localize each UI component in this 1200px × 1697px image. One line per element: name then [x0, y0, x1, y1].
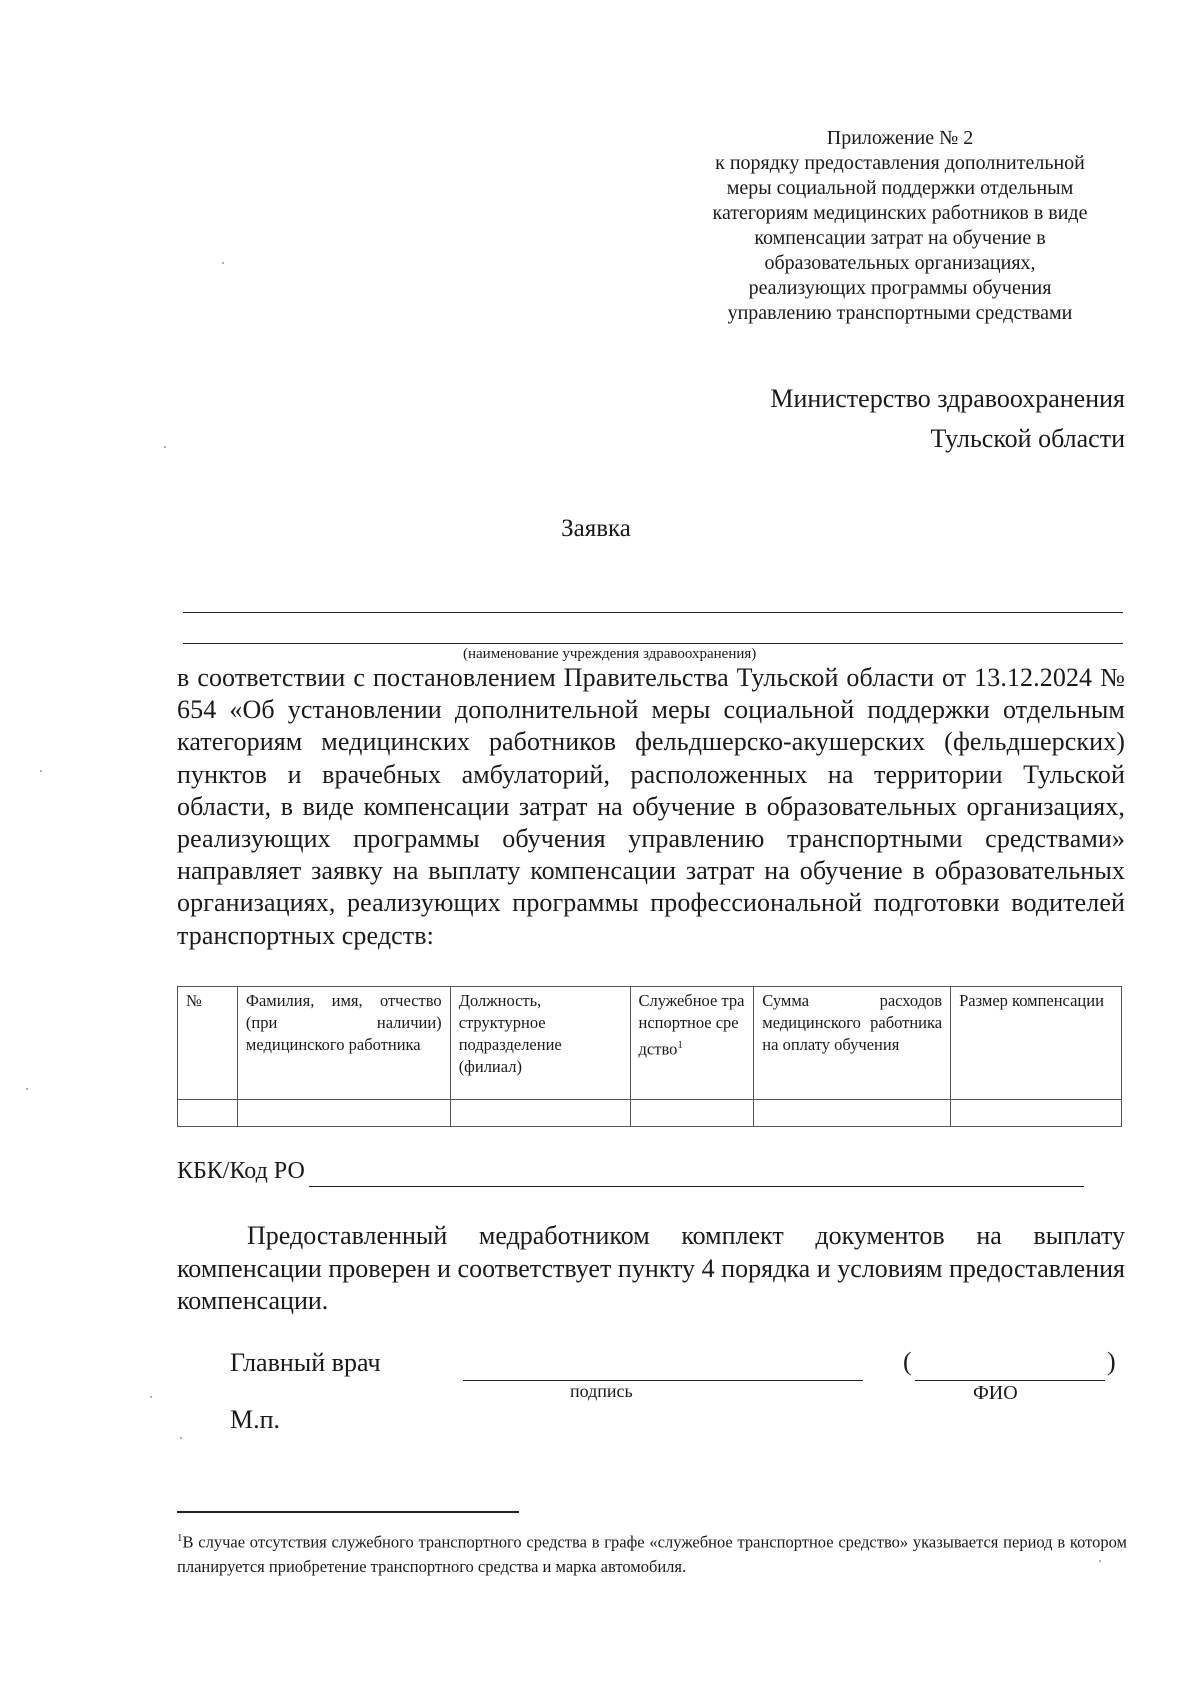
signature-caption: подпись: [570, 1381, 633, 1401]
appendix-line: компенсации затрат на обучение в: [754, 227, 1046, 249]
signature-line[interactable]: [463, 1380, 863, 1381]
table-header-row: [178, 987, 1122, 1100]
institution-fill-line-2[interactable]: [183, 643, 1123, 644]
fio-paren-close: ): [1107, 1347, 1116, 1376]
table-cell[interactable]: [630, 1100, 754, 1127]
col-header-compensation: Размер компенсации: [951, 987, 1122, 1100]
fio-caption: ФИО: [973, 1382, 1018, 1404]
fio-paren-open: (: [903, 1347, 912, 1376]
scan-speck: [1099, 1560, 1101, 1562]
document-title: [0, 515, 1200, 543]
signatory-role: Главный врач: [230, 1348, 381, 1377]
col-header-num: №: [178, 987, 238, 1100]
verification-text: Предоставленный медработником комплект документов на выплату компенсации проверен и соответствует пункту 4 порядка и условиям предоставления компенсации.: [177, 1221, 1125, 1315]
footnote: [177, 1526, 1127, 1579]
col-header-name: Фамилия, имя, отчество (при наличии) медицинского работника: [237, 987, 450, 1100]
scan-speck: [222, 262, 224, 264]
footnote-mark: 1: [177, 1532, 183, 1544]
appendix-line: реализующих программы обучения: [748, 277, 1052, 299]
participants-table: [177, 986, 1122, 1127]
addressee-line-2: Тульской области: [930, 424, 1125, 453]
scan-speck: [40, 770, 42, 772]
appendix-header: [640, 126, 1160, 326]
document-title-text: Заявка: [561, 515, 631, 542]
col-header-position: Должность, структурное подразделение (филиал): [450, 987, 630, 1100]
body-text: в соответствии с постановлением Правительства Тульской области от 13.12.2024 № 654 «Об установлении дополнительной меры социальной поддержки отдельным категориям медицинских работников фельдшерско-акушерских (фельдшерских) пунктов и врачебных амбулаторий, расположенных на территории Тульской области, в виде компенсации затрат на обучение в образовательных организациях, реализующих программы обучения управлению транспортными средствами» направляет заявку на выплату компенсации затрат на обучение в образовательных организациях, реализующих программы профессиональной подготовки водителей транспортных средств:: [177, 663, 1125, 950]
kbk-fill-line[interactable]: [309, 1186, 1084, 1187]
scan-speck: [164, 446, 166, 448]
scan-speck: [26, 1088, 28, 1090]
stamp-label: М.п.: [230, 1405, 281, 1434]
appendix-line: категориям медицинских работников в виде: [712, 202, 1088, 224]
table-row: [178, 1100, 1122, 1127]
table-cell[interactable]: [450, 1100, 630, 1127]
addressee: [770, 379, 1125, 459]
appendix-line: Приложение № 2: [826, 127, 974, 149]
addressee-line-1: Министерство здравоохранения: [770, 384, 1125, 413]
institution-fill-line-1[interactable]: [183, 612, 1123, 613]
table-cell[interactable]: [178, 1100, 238, 1127]
col-header-expenses: Сумма расходов медицинского работника на оплату обучения: [754, 987, 951, 1100]
footnote-text: В случае отсутствия служебного транспортного средства в графе «служебное транспортное средство» указывается период в котором планируется приобретение транспортного средства и марка автомобиля.: [177, 1532, 1127, 1576]
appendix-line: образовательных организациях,: [764, 252, 1036, 274]
fio-fill-line[interactable]: [915, 1380, 1105, 1381]
scan-speck: [150, 1396, 152, 1398]
footnote-mark: 1: [677, 1039, 683, 1051]
table-cell[interactable]: [754, 1100, 951, 1127]
kbk-label: КБК/Код РО: [177, 1158, 305, 1184]
table-cell[interactable]: [951, 1100, 1122, 1127]
appendix-line: к порядку предоставления дополнительной: [715, 152, 1085, 174]
table-cell[interactable]: [237, 1100, 450, 1127]
scan-speck: [180, 1437, 182, 1439]
col-header-vehicle: Служебное транспортное средство$^1$: [630, 987, 754, 1100]
appendix-line: управлению транспортными средствами: [727, 302, 1073, 324]
appendix-line: меры социальной поддержки отдельным: [726, 177, 1074, 199]
institution-caption: (наименование учреждения здравоохранения): [463, 646, 757, 662]
footnote-divider: [177, 1511, 519, 1513]
